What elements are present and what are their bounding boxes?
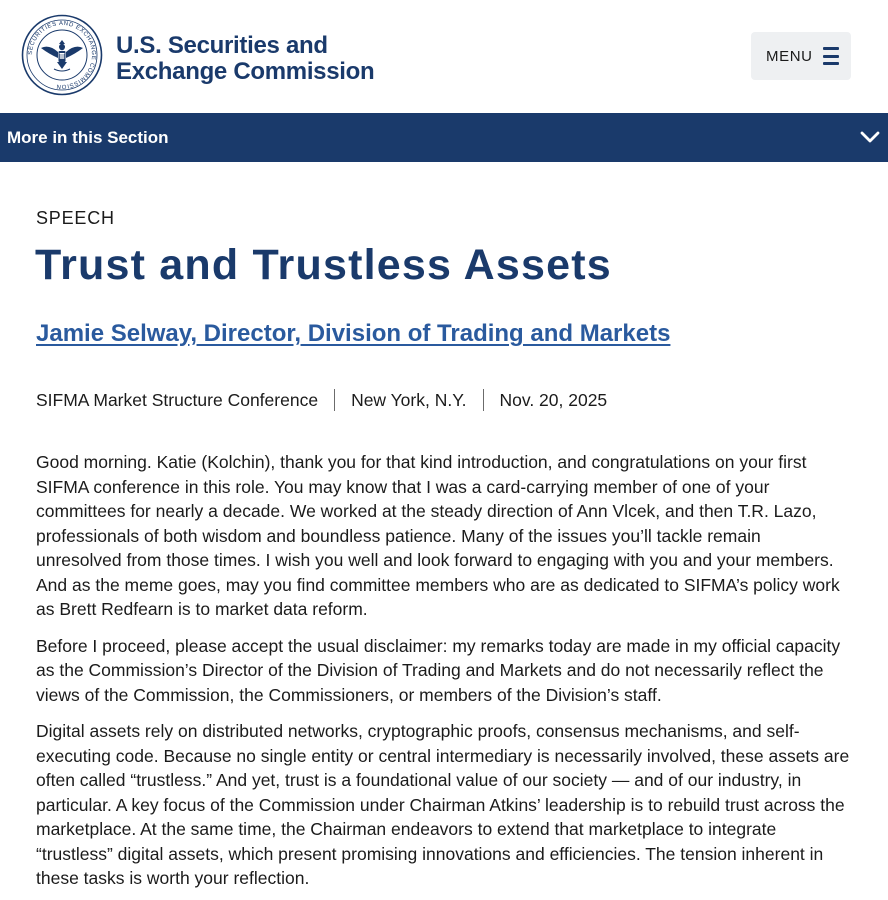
menu-label: MENU <box>766 47 813 65</box>
body-paragraph: Digital assets rely on distributed networks, cryptographic proofs, consensus mechanisms, and self-executing code. Because no single entity or central intermediary is necessarily involved, these assets are often called “trustless.” And yet, trust is a foundational value of our society — and of our industry, in particular. A key focus of the Commission under Chairman Atkins’ leadership is to rebuild trust across the marketplace. At the same time, the Chairman endeavors to extend that marketplace to integrate “trustless” digital assets, which present promising innovations and efficiencies. The tension inherent in these tasks is worth your reflection. <box>36 721 850 888</box>
speech-meta <box>36 389 607 411</box>
article-category: SPEECH <box>36 208 115 228</box>
brand-name[interactable] <box>116 33 374 85</box>
menu-button[interactable] <box>751 32 851 80</box>
page-title: Trust and Trustless Assets <box>35 241 612 289</box>
meta-event: SIFMA Market Structure Conference <box>36 389 319 410</box>
meta-location: New York, N.Y. <box>351 389 467 410</box>
meta-divider <box>334 389 335 411</box>
brand-line-2: Exchange Commission <box>116 58 375 85</box>
more-in-section-toggle[interactable] <box>0 113 888 162</box>
site-header <box>0 0 888 113</box>
seal-text: SECURITIES AND EXCHANGE COMMISSION <box>27 20 97 90</box>
chevron-down-icon <box>860 129 880 145</box>
hamburger-icon <box>823 47 839 65</box>
sec-seal-logo[interactable] <box>21 14 103 96</box>
article-body <box>36 450 851 900</box>
meta-date: Nov. 20, 2025 <box>499 389 608 410</box>
more-in-section-label: More in this Section <box>7 128 169 147</box>
brand-line-1: U.S. Securities and <box>116 32 328 59</box>
meta-divider <box>483 389 484 411</box>
body-paragraph: Good morning. Katie (Kolchin), thank you for that kind introduction, and congratulations on your first SIFMA conference in this role. You may know that I was a card-carrying member of one of your committees for nearly a decade. We worked at the steady direction of Ann Vlcek, and then T.R. Lazo, professionals of both wisdom and boundless patience. Many of the issues you’ll tackle remain unresolved from those times. I wish you well and look forward to engaging with you and your members. And as the meme goes, may you find committee members who are as dedicated to SIFMA’s policy work as Brett Redfearn is to market data reform. <box>36 452 840 619</box>
author-link[interactable]: Jamie Selway, Director, Division of Trading and Markets <box>36 320 671 347</box>
body-paragraph: Before I proceed, please accept the usual disclaimer: my remarks today are made in my official capacity as the Commission’s Director of the Division of Trading and Markets and do not necessarily reflect the views of the Commission, the Commissioners, or members of the Division’s staff. <box>36 635 841 705</box>
